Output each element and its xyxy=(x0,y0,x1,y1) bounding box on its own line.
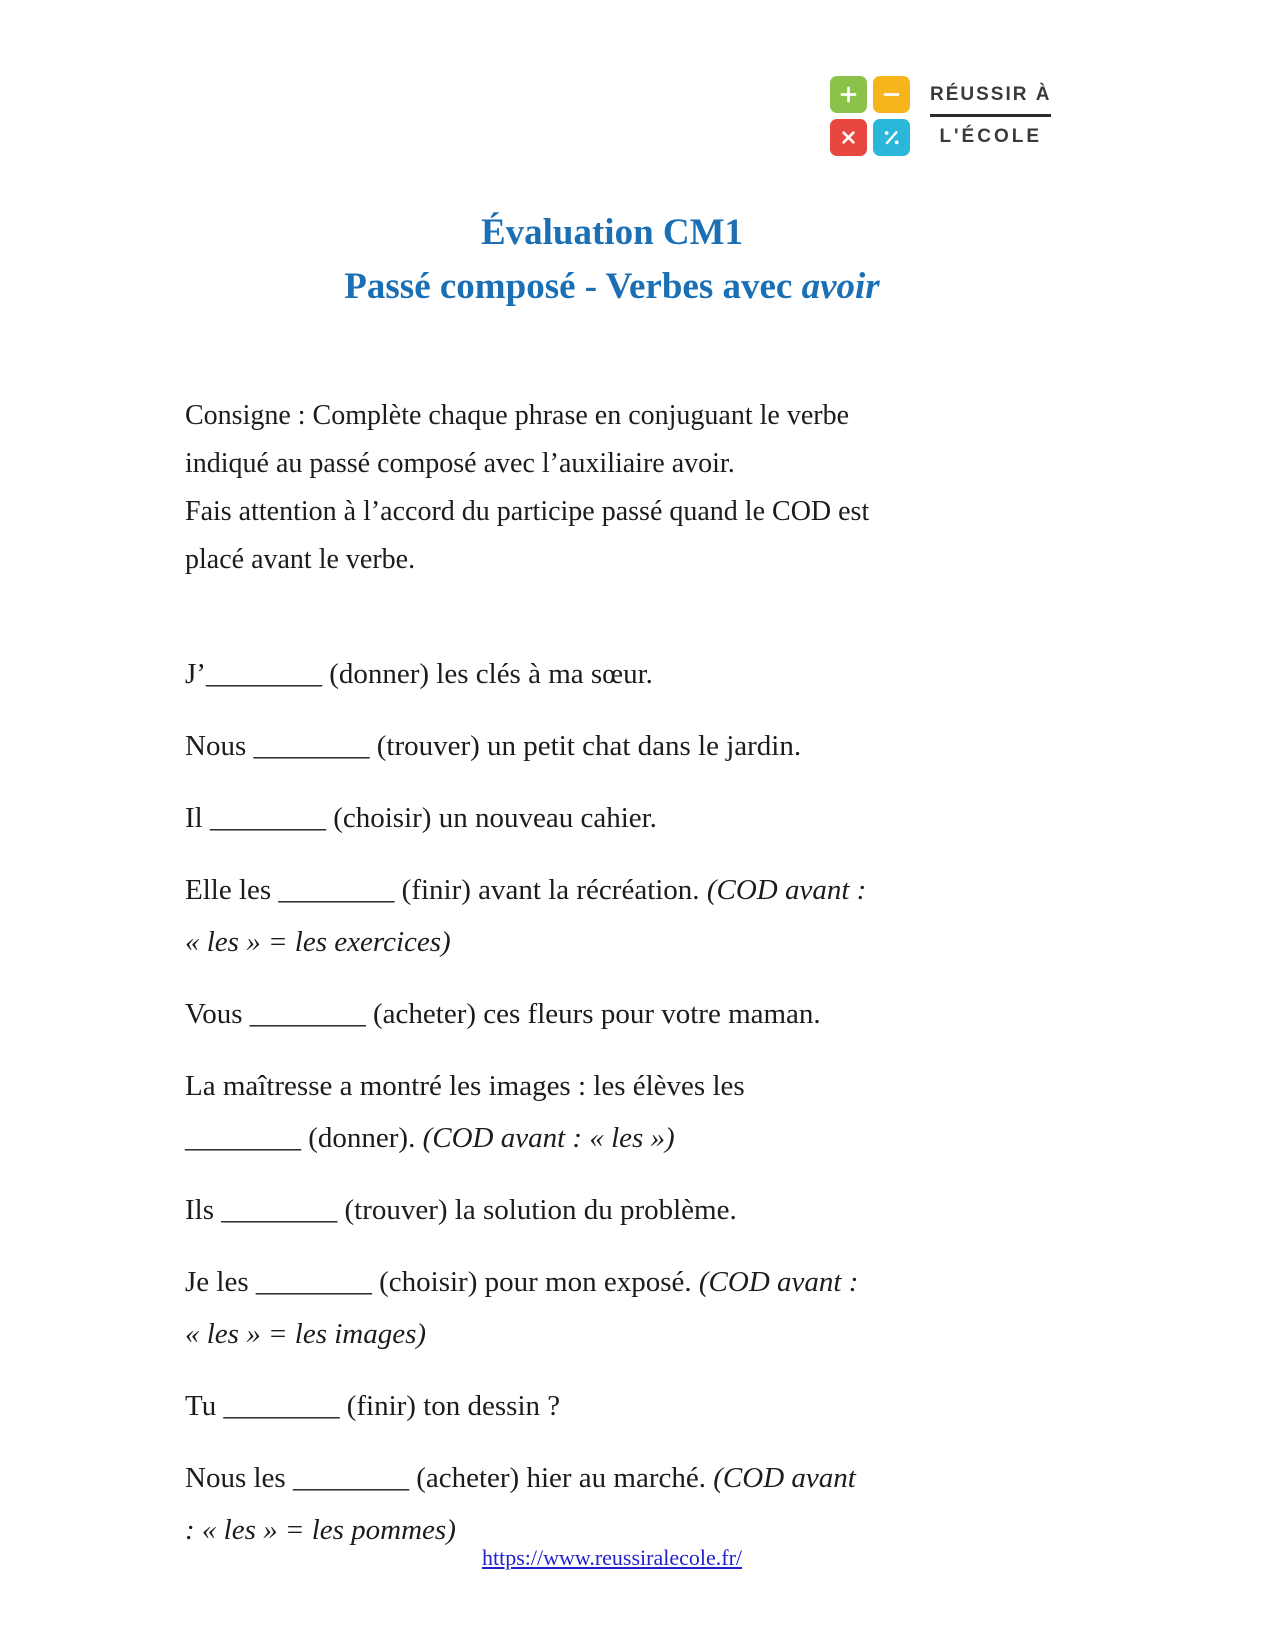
multiply-icon xyxy=(830,119,867,156)
text-segment: (acheter) ces fleurs pour votre maman. xyxy=(365,998,821,1030)
title-line2-regular: Passé composé - Verbes avec xyxy=(344,266,802,307)
answer-blank: ________ xyxy=(278,874,395,906)
text-segment: La maîtresse a montré les images : les élèves les xyxy=(185,1070,745,1102)
text-segment: Ils xyxy=(185,1194,222,1226)
exercise-line xyxy=(185,1452,866,1504)
exercise-1 xyxy=(185,648,866,700)
exercise-line xyxy=(185,1060,866,1112)
title-line2-italic: avoir xyxy=(801,266,880,307)
instruction-line: placé avant le verbe. xyxy=(185,544,416,575)
exercise-9 xyxy=(185,1380,866,1432)
exercise-line xyxy=(185,864,866,916)
exercise-4 xyxy=(185,864,866,968)
exercise-line xyxy=(185,988,866,1040)
exercise-line xyxy=(185,792,866,844)
instruction-line: indiqué au passé composé avec l’auxiliaire avoir. xyxy=(185,448,735,479)
text-segment: J’ xyxy=(185,658,206,690)
answer-blank: ________ xyxy=(255,1266,372,1298)
text-segment: (choisir) pour mon exposé. xyxy=(371,1266,699,1298)
logo-text-bottom: L'ÉCOLE xyxy=(939,126,1043,147)
text-segment: (COD avant : « les ») xyxy=(422,1122,675,1154)
exercise-line xyxy=(185,1380,866,1432)
answer-blank: ________ xyxy=(253,730,370,762)
text-segment: (trouver) un petit chat dans le jardin. xyxy=(369,730,802,762)
exercise-6 xyxy=(185,1060,866,1164)
text-segment: Nous xyxy=(185,730,254,762)
exercise-line xyxy=(185,1308,866,1360)
text-segment: Nous les xyxy=(185,1462,293,1494)
minus-icon xyxy=(873,76,910,113)
logo xyxy=(830,76,1051,156)
logo-math-tiles xyxy=(830,76,910,156)
answer-blank: ________ xyxy=(223,1390,340,1422)
instruction-line: Fais attention à l’accord du participe passé quand le COD est xyxy=(185,496,870,527)
exercise-line xyxy=(185,648,866,700)
title-line-2 xyxy=(0,260,1224,314)
text-segment: (COD avant : xyxy=(698,1266,859,1298)
text-segment: Il xyxy=(185,802,210,834)
instructions-block xyxy=(185,392,869,584)
exercise-10 xyxy=(185,1452,866,1556)
text-segment: (finir) ton dessin ? xyxy=(339,1390,561,1422)
plus-icon xyxy=(830,76,867,113)
text-segment: Vous xyxy=(185,998,250,1030)
text-segment: (COD avant : xyxy=(706,874,867,906)
answer-blank: ________ xyxy=(209,802,326,834)
text-segment: Je les xyxy=(185,1266,256,1298)
exercise-line xyxy=(185,1256,866,1308)
title-line-1: Évaluation CM1 xyxy=(480,212,744,253)
exercise-line xyxy=(185,916,866,968)
exercise-2 xyxy=(185,720,866,772)
text-segment: « les » = les exercices) xyxy=(185,926,451,958)
answer-blank: ________ xyxy=(292,1462,409,1494)
footer xyxy=(0,1545,1224,1571)
exercise-8 xyxy=(185,1256,866,1360)
exercise-3 xyxy=(185,792,866,844)
logo-divider xyxy=(930,114,1051,117)
exercise-7 xyxy=(185,1184,866,1236)
logo-text-top: RÉUSSIR À xyxy=(930,84,1052,105)
exercise-5 xyxy=(185,988,866,1040)
answer-blank: ________ xyxy=(205,658,322,690)
answer-blank: ________ xyxy=(185,1122,301,1154)
text-segment: (choisir) un nouveau cahier. xyxy=(325,802,657,834)
text-segment: (acheter) hier au marché. xyxy=(408,1462,714,1494)
answer-blank: ________ xyxy=(249,998,366,1030)
footer-link[interactable]: https://www.reussiralecole.fr/ xyxy=(481,1545,743,1570)
answer-blank: ________ xyxy=(221,1194,338,1226)
page-title xyxy=(0,206,1224,314)
text-segment: « les » = les images) xyxy=(185,1318,427,1350)
text-segment: (donner). xyxy=(301,1122,423,1154)
exercise-list xyxy=(185,648,866,1576)
exercise-line xyxy=(185,1184,866,1236)
exercise-line xyxy=(185,1112,866,1164)
text-segment: : « les » = les pommes) xyxy=(185,1514,456,1546)
text-segment: Elle les xyxy=(185,874,279,906)
text-segment: (finir) avant la récréation. xyxy=(394,874,707,906)
text-segment: Tu xyxy=(185,1390,224,1422)
divide-icon xyxy=(873,119,910,156)
logo-wordmark xyxy=(930,76,1051,148)
text-segment: (trouver) la solution du problème. xyxy=(337,1194,737,1226)
exercise-line xyxy=(185,720,866,772)
text-segment: (donner) les clés à ma sœur. xyxy=(321,658,653,690)
text-segment: (COD avant xyxy=(713,1462,856,1494)
instruction-line: Consigne : Complète chaque phrase en conjuguant le verbe xyxy=(185,400,850,431)
